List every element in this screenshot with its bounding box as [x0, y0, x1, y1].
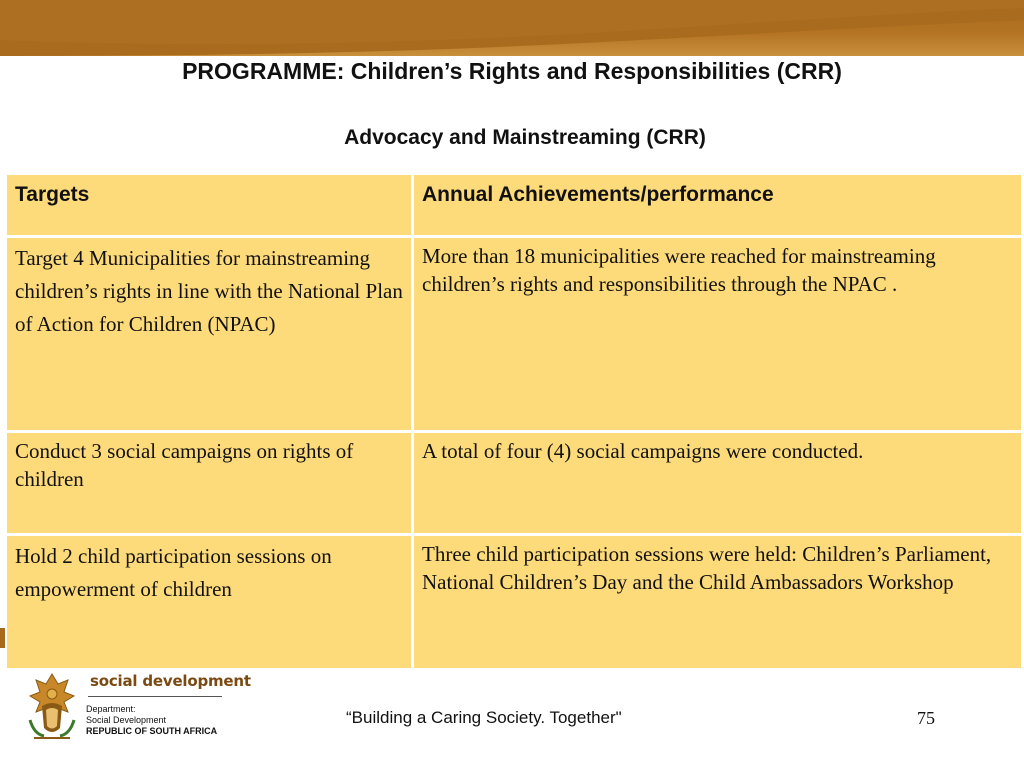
header-targets: Targets [7, 175, 411, 235]
brand-divider [88, 696, 222, 697]
header-achievements: Annual Achievements/performance [414, 175, 1021, 235]
department-logo [24, 668, 251, 748]
table-header-row [7, 175, 1021, 235]
achievement-cell: A total of four (4) social campaigns were conducted. [414, 433, 1021, 533]
dept-line-3: REPUBLIC OF SOUTH AFRICA [86, 726, 218, 736]
coat-of-arms-icon [24, 670, 80, 744]
department-lines [86, 704, 217, 737]
header-band [0, 0, 1024, 56]
dept-line-2: Social Development [86, 715, 167, 725]
achievement-cell: Three child participation sessions were held: Children’s Parliament, National Children’s Day and the Child Ambassadors Workshop [414, 536, 1021, 668]
target-cell: Target 4 Municipalities for mainstreaming children’s rights in line with the National Plan of Action for Children (NPAC) [7, 238, 411, 430]
footer-tagline: “Building a Caring Society. Together" [346, 708, 622, 727]
edge-marker [0, 628, 5, 648]
table-row [7, 433, 1021, 533]
target-cell: Hold 2 child participation sessions on empowerment of children [7, 536, 411, 668]
dept-line-1: Department: [86, 704, 136, 714]
table-row [7, 238, 1021, 430]
page-subtitle: Advocacy and Mainstreaming (CRR) [344, 126, 706, 149]
header-band-wave [0, 0, 1024, 56]
target-cell: Conduct 3 social campaigns on rights of children [7, 433, 411, 533]
targets-table [4, 172, 1024, 671]
page-number: 75 [917, 708, 935, 728]
achievement-cell: More than 18 municipalities were reached for mainstreaming children’s rights and responsibilities through the NPAC . [414, 238, 1021, 430]
table-row [7, 536, 1021, 668]
page-title: PROGRAMME: Children’s Rights and Responsibilities (CRR) [182, 58, 842, 84]
brand-wordmark: social development [90, 672, 251, 690]
